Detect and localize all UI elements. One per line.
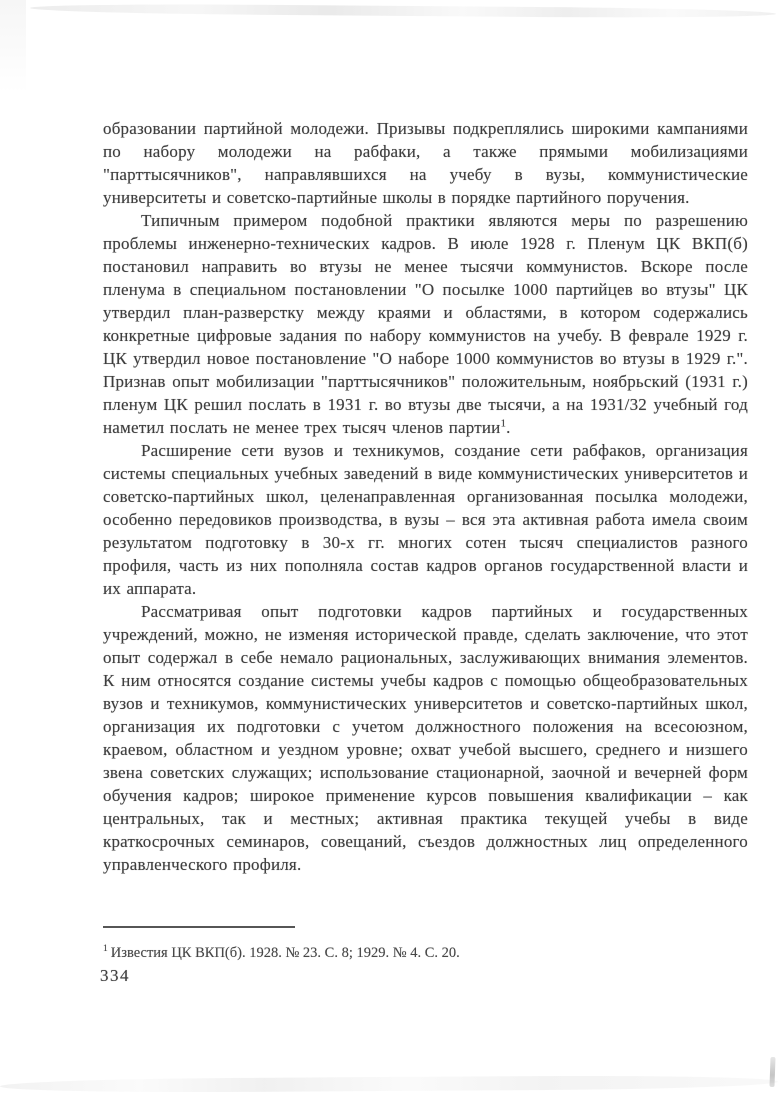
footnote-divider xyxy=(103,926,295,928)
scan-artifact-left-edge xyxy=(0,0,26,110)
scan-artifact-corner-mark xyxy=(769,1057,775,1087)
footnote-reference: 1 xyxy=(500,417,507,430)
paragraph-text: . xyxy=(506,418,511,437)
paragraph xyxy=(103,209,748,439)
footnote xyxy=(103,944,748,963)
footnote-marker: 1 xyxy=(103,944,108,955)
footnote-text: Известия ЦК ВКП(б). 1928. № 23. С. 8; 1929. № 4. С. 20. xyxy=(110,945,460,961)
paragraph-text: Типичным примером подобной практики являются меры по разрешению проблемы инженерно-технических кадров. В июле 1928 г. Пленум ЦК ВКП(б) постановил направить во втузы не менее тысячи коммунистов. Вскоре после пленума в специальном постановлении "О посылке 1000 партийцев во втузы" ЦК утвердил план-разверстку между краями и областями, в котором содержались конкретные цифровые задания по набору коммунистов на учебу. В феврале 1929 г. ЦК утвердил новое постановление "О наборе 1000 коммунистов во втузы в 1929 г.". Признав опыт мобилизации "парттысячников" положительным, ноябрьский (1931 г.) пленум ЦК решил послать в 1931 г. во втузы две тысячи, а на 1931/32 учебный год наметил послать не менее трех тысяч членов партии xyxy=(103,211,748,437)
paragraph: образовании партийной молодежи. Призывы подкреплялись широкими кампаниями по набору молодежи на рабфаки, а также прямыми мобилизациями "парттысячников", направлявшихся на учебу в вузы, коммунистические университеты и советско-партийные школы в порядке партийного поручения. xyxy=(103,119,748,207)
scan-artifact-top-edge xyxy=(30,3,776,19)
page-number: 334 xyxy=(100,966,130,985)
paragraph: Расширение сети вузов и техникумов, создание сети рабфаков, организация системы специальных учебных заведений в виде коммунистических университетов и советско-партийных школ, целенаправленная организованная посылка молодежи, особенно передовиков производства, в вузы – вся эта активная работа имела своим результатом подготовку в 30-х гг. многих сотен тысяч специалистов разного профиля, часть из них пополняла состав кадров органов государственной власти и их аппарата. xyxy=(103,441,748,598)
paragraph: Рассматривая опыт подготовки кадров партийных и государственных учреждений, можно, не изменяя исторической правде, сделать заключение, что этот опыт содержал в себе немало рациональных, заслуживающих внимания элементов. К ним относятся создание системы учебы кадров с помощью общеобразовательных вузов и техникумов, коммунистических университетов и советско-партийных школ, организация их подготовки с учетом должностного положения на всесоюзном, краевом, областном и уездном уровне; охват учебой высшего, среднего и низшего звена советских служащих; использование стационарной, заочной и вечерней форм обучения кадров; широкое применение курсов повышения квалификации – как центральных, так и местных; активная практика текущей учебы в виде краткосрочных семинаров, совещаний, съездов должностных лиц определенного управленческого профиля. xyxy=(103,602,748,874)
page-body xyxy=(103,117,748,876)
scan-artifact-bottom-edge xyxy=(0,1075,778,1094)
